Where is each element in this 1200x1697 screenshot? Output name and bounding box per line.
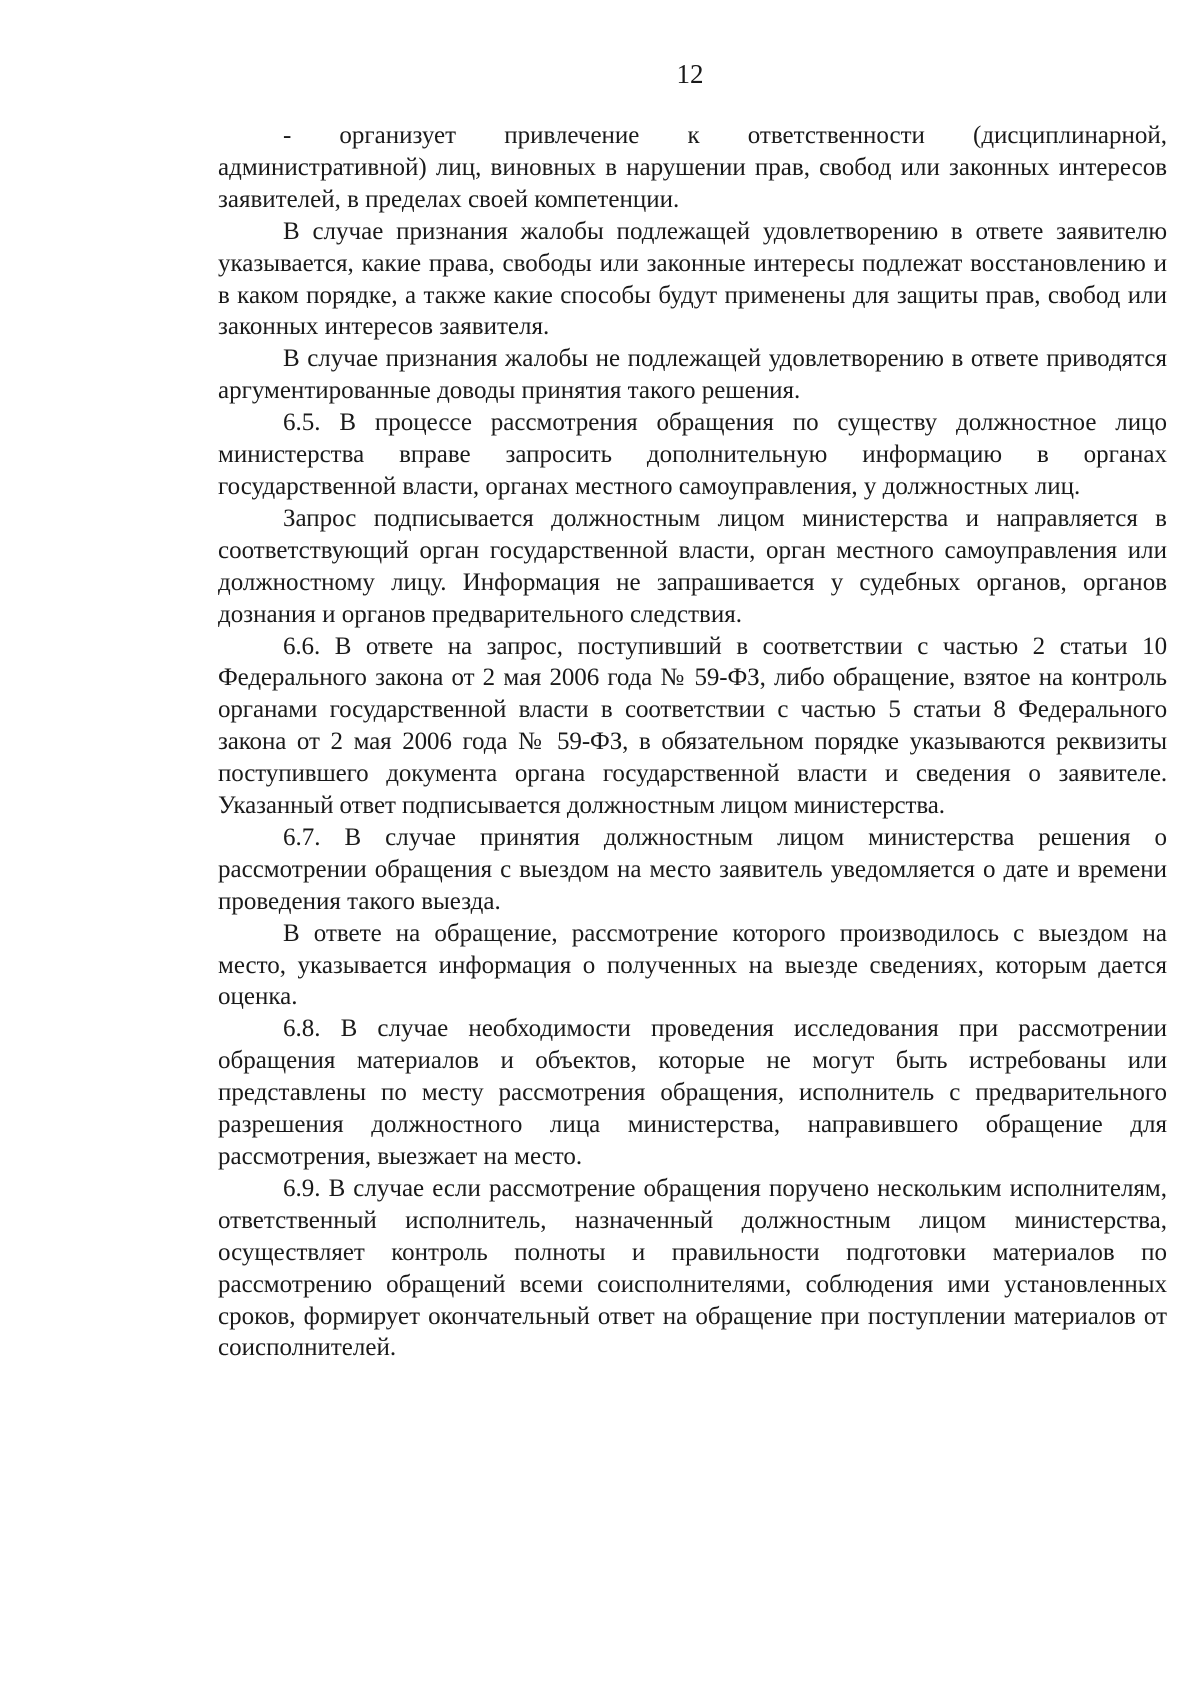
paragraph-6-8: 6.8. В случае необходимости проведения исследования при рассмотрении обращения материалов и объектов, которые не могут быть истребованы или представлены по месту рассмотрения обращения, исполнитель с предварительного разрешения должностного лица министерства, направившего обращение для рассмотрения, выезжает на место. xyxy=(218,1015,1167,1170)
paragraph-6-6: 6.6. В ответе на запрос, поступивший в соответствии с частью 2 статьи 10 Федерального закона от 2 мая 2006 года № 59-ФЗ, либо обращение, взятое на контроль органами государственной власти в соответствии с частью 5 статьи 8 Федерального закона от 2 мая 2006 года № 59-ФЗ, в обязательном порядке указываются реквизиты поступившего документа органа государственной власти и сведения о заявителе. Указанный ответ подписывается должностным лицом министерства. xyxy=(218,632,1167,820)
paragraph-6-9: 6.9. В случае если рассмотрение обращения поручено нескольким исполнителям, ответственный исполнитель, назначенный должностным лицом министерства, осуществляет контроль полноты и правильности подготовки материалов по рассмотрению обращений всеми соисполнителями, соблюдения ими установленных сроков, формирует окончательный ответ на обращение при поступлении материалов от соисполнителей. xyxy=(218,1174,1167,1362)
paragraph-request-signing: Запрос подписывается должностным лицом министерства и направляется в соответствующий орган государственной власти, орган местного самоуправления или должностному лицу. Информация не запрашивается у судебных органов, органов дознания и органов предварительного следствия. xyxy=(218,504,1167,628)
page-number: 12 xyxy=(676,59,704,89)
document-body xyxy=(218,120,1167,1364)
paragraph-complaint-rejected: В случае признания жалобы не подлежащей удовлетворению в ответе приводятся аргументированные доводы принятия такого решения. xyxy=(218,345,1167,405)
paragraph-disciplinary-liability: - организует привлечение к ответственности (дисциплинарной, административной) лиц, виновных в нарушении прав, свобод или законных интересов заявителей, в пределах своей компетенции. xyxy=(218,122,1167,213)
paragraph-6-5: 6.5. В процессе рассмотрения обращения по существу должностное лицо министерства вправе запросить дополнительную информацию в органах государственной власти, органах местного самоуправления, у должностных лиц. xyxy=(218,409,1167,500)
paragraph-6-7: 6.7. В случае принятия должностным лицом министерства решения о рассмотрении обращения с выездом на место заявитель уведомляется о дате и времени проведения такого выезда. xyxy=(218,823,1167,915)
paragraph-site-visit-answer: В ответе на обращение, рассмотрение которого производилось с выездом на место, указывается информация о полученных на выезде сведениях, которым дается оценка. xyxy=(218,919,1167,1011)
paragraph-complaint-satisfied: В случае признания жалобы подлежащей удовлетворению в ответе заявителю указывается, какие права, свободы или законные интересы подлежат восстановлению и в каком порядке, а также какие способы будут применены для защиты прав, свобод или законных интересов заявителя. xyxy=(218,217,1167,341)
